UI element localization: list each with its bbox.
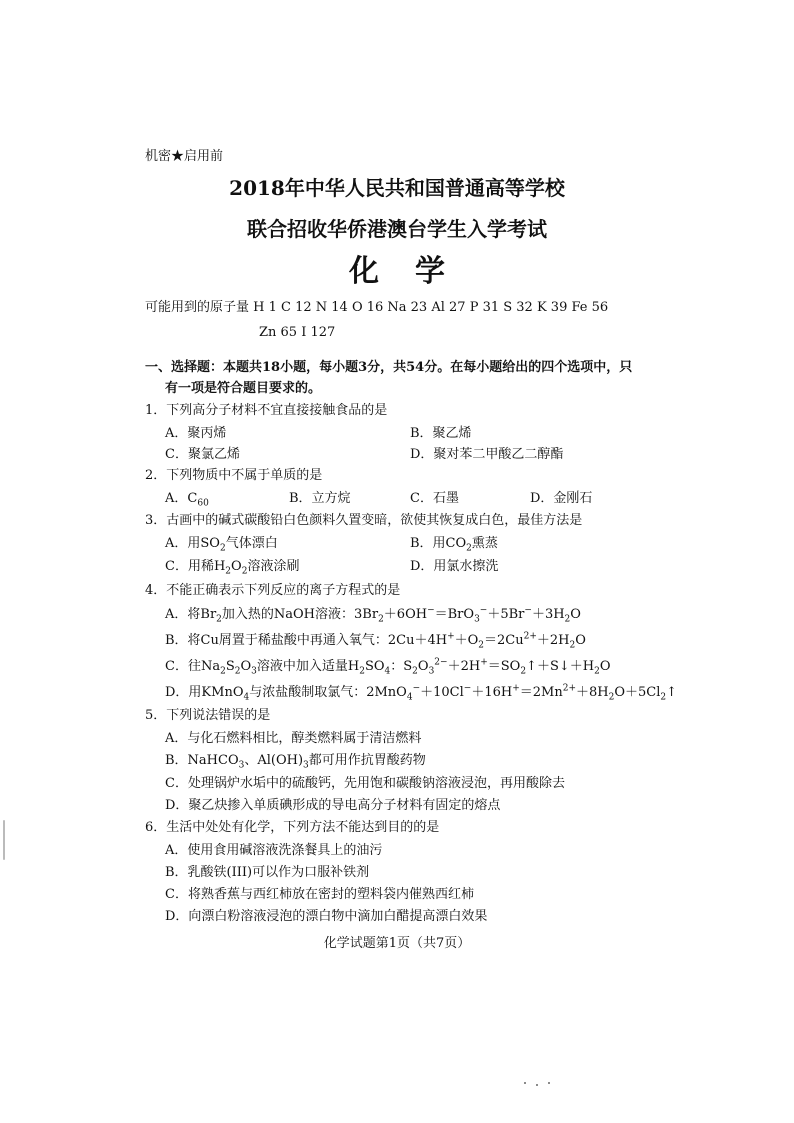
question-1-option-a: A．聚丙烯 [165, 426, 227, 441]
section-instructions-line2: 有一项是符合题目要求的。 [165, 381, 322, 396]
scan-speck [536, 1084, 538, 1086]
question-3-option-d: D．用氯水擦洗 [410, 559, 499, 574]
question-3-option-b: B．用$CO_2$熏蒸 [410, 536, 498, 554]
question-6-option-c: C．将熟香蕉与西红柿放在密封的塑料袋内催熟西红柿 [165, 887, 474, 902]
atomic-masses-line1: 可能用到的原子量 H 1 C 12 N 14 O 16 Na 23 Al 27 P 31 S 32 K 39 Fe 56 [145, 300, 609, 315]
question-5-option-b: B．NaHCO$_3$、$Al(OH)_3$都可用作抗胃酸药物 [165, 753, 426, 771]
question-6-option-b: B．乳酸铁(III)可以作为口服补铁剂 [165, 865, 370, 880]
question-2-stem: 2．下列物质中不属于单质的是 [145, 468, 323, 483]
question-5-stem: 5．下列说法错误的是 [145, 708, 271, 723]
question-2-option-a: A．$C_{60}$ [165, 491, 209, 509]
exam-title-line2: 联合招收华侨港澳台学生入学考试 [247, 217, 547, 241]
question-6-stem: 6．生活中处处有化学，下列方法不能达到目的的是 [145, 820, 440, 835]
question-3-stem: 3．古画中的碱式碳酸铅白色颜料久置变暗，欲使其恢复成白色，最佳方法是 [145, 513, 583, 528]
question-1-stem: 1．下列高分子材料不宜直接接触食品的是 [145, 403, 388, 418]
question-1-option-c: C．聚氯乙烯 [165, 447, 240, 462]
question-4-option-b: B．将Cu屑置于稀盐酸中再通入氧气：$2Cu+4H^++O_2=2Cu^{2+}+2H_2O$ [165, 631, 586, 651]
question-6-option-a: A．使用食用碱溶液洗涤餐具上的油污 [165, 843, 383, 858]
question-5-option-c: C．处理锅炉水垢中的硫酸钙，先用饱和碳酸钠溶液浸泡，再用酸除去 [165, 776, 565, 791]
question-2-option-d: D．金刚石 [530, 491, 593, 506]
subject-title: 化学 [349, 254, 481, 289]
question-2-option-c: C．石墨 [410, 491, 459, 506]
page-footer: 化学试题第1页（共7页） [323, 936, 471, 951]
question-1-option-d: D．聚对苯二甲酸乙二醇酯 [410, 447, 564, 462]
question-3-option-a: A．用$SO_2$气体漂白 [165, 536, 278, 554]
question-5-option-d: D．聚乙炔掺入单质碘形成的导电高分子材料有固定的熔点 [165, 798, 501, 813]
scan-speck [548, 1082, 550, 1084]
question-3-option-c: C．用稀$H_2O_2$溶液涂刷 [165, 559, 300, 577]
question-6-option-d: D．向漂白粉溶液浸泡的漂白物中滴加白醋提高漂白效果 [165, 909, 488, 924]
question-2-option-b: B．立方烷 [289, 491, 351, 506]
scan-edge-mark [3, 820, 5, 860]
question-4-option-a: A．将$Br_2$加入热的NaOH溶液：$3Br_2+6OH^-=BrO_3^-+5Br^-+3H_2O$ [165, 605, 581, 625]
question-4-option-c: C．往$Na_2S_2O_3$溶液中加入适量$H_2SO_4$：$S_2O_3^{2-}+2H^+=SO_2↑+S↓+H_2O$ [165, 657, 611, 677]
atomic-masses-line2: Zn 65 I 127 [259, 325, 336, 340]
secret-label: 机密★启用前 [145, 149, 224, 164]
section-instructions-line1: 一、选择题：本题共18小题，每小题3分，共54分。在每小题给出的四个选项中，只 [145, 360, 633, 375]
scan-speck [524, 1082, 526, 1084]
exam-title-line1: 2018年中华人民共和国普通高等学校 [229, 176, 565, 200]
question-1-option-b: B．聚乙烯 [410, 426, 472, 441]
question-5-option-a: A．与化石燃料相比，醇类燃料属于清洁燃料 [165, 731, 422, 746]
question-4-stem: 4．不能正确表示下列反应的离子方程式的是 [145, 583, 401, 598]
question-4-option-d: D．用KMnO$_4$与浓盐酸制取氯气：$2MnO_4^-+10Cl^-+16H^+=2Mn^{2+}+8H_2O+5Cl_2↑$ [165, 683, 678, 703]
